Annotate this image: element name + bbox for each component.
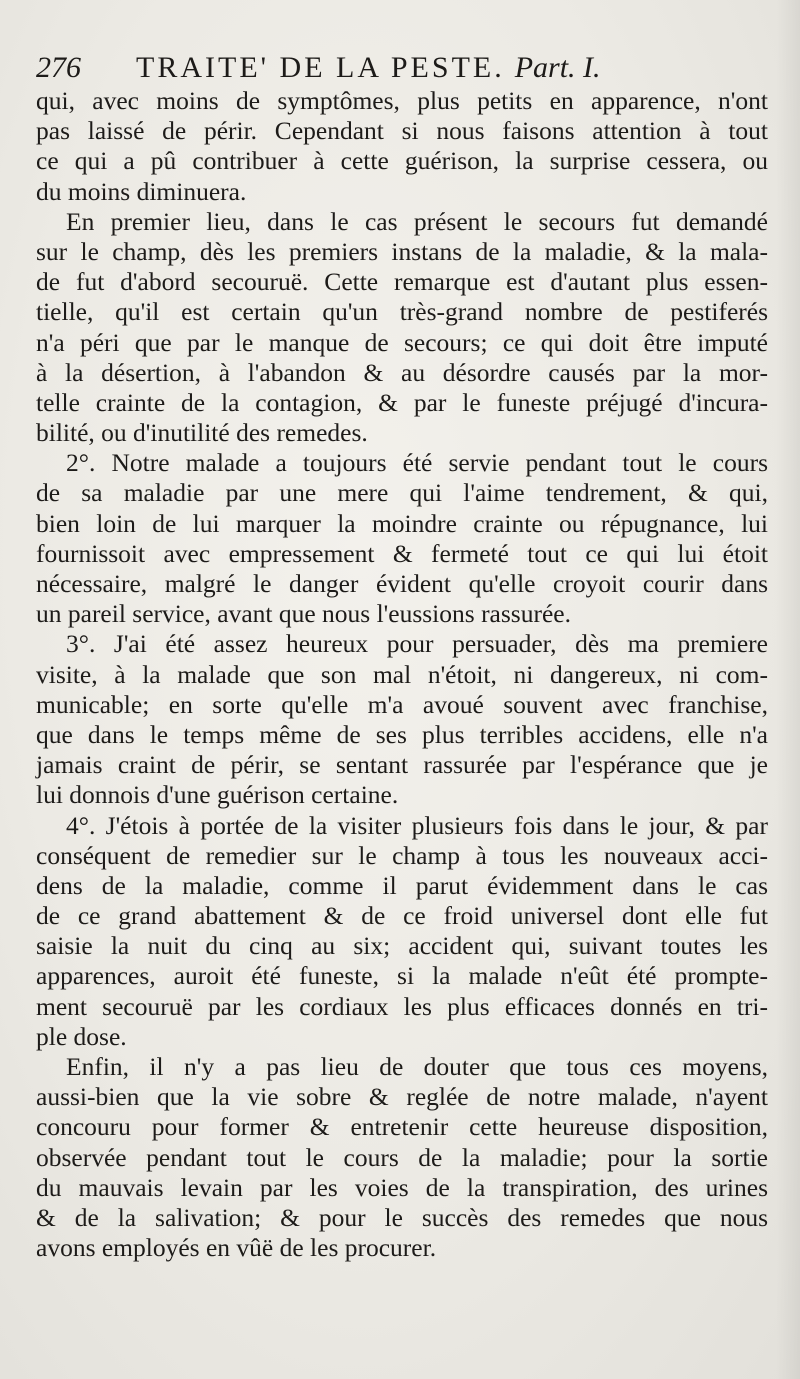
running-title: TRAITE' DE LA PESTE. bbox=[136, 51, 505, 84]
text-line: lui donnois d'une guérison certaine. bbox=[36, 780, 399, 810]
paragraph bbox=[36, 448, 768, 629]
part-label: Part. I. bbox=[514, 51, 601, 84]
text-line: visite, à la malade que son mal n'étoit, ni dangereux, ni com- bbox=[36, 659, 768, 689]
text-line: telle crainte de la contagion, & par le funeste préjugé d'incura- bbox=[36, 387, 768, 417]
text-line: qui, avec moins de symptômes, plus petits en apparence, n'ont bbox=[36, 86, 768, 115]
text-line: bien loin de lui marquer la moindre crainte ou répugnance, lui bbox=[36, 508, 768, 538]
text-line: ce qui a pû contribuer à cette guérison, la surprise cessera, ou bbox=[36, 146, 768, 176]
text-line: concouru pour former & entretenir cette heureuse disposition, bbox=[36, 1112, 768, 1142]
text-line: saisie la nuit du cinq au six; accident qui, suivant toutes les bbox=[36, 931, 768, 961]
text-line: En premier lieu, dans le cas présent le secours fut demandé bbox=[66, 206, 768, 236]
text-line: aussi-bien que la vie sobre & reglée de notre malade, n'ayent bbox=[36, 1082, 768, 1112]
text-line: jamais craint de périr, se sentant rassurée par l'espérance que je bbox=[36, 750, 768, 780]
text-line: 4°. J'étois à portée de la visiter plusieurs fois dans le jour, & par bbox=[66, 810, 768, 840]
page-header bbox=[36, 48, 766, 88]
text-line: du moins diminuera. bbox=[36, 176, 247, 206]
text-line: tielle, qu'il est certain qu'un très-grand nombre de pestiferés bbox=[36, 297, 768, 327]
paragraph bbox=[36, 86, 768, 207]
paragraph bbox=[36, 629, 768, 810]
text-line: 2°. Notre malade a toujours été servie pendant tout le cours bbox=[66, 448, 768, 478]
text-line: dens de la maladie, comme il parut évidemment dans le cas bbox=[36, 870, 768, 900]
text-line: apparences, auroit été funeste, si la malade n'eût été prompte- bbox=[36, 961, 768, 991]
text-line: sur le champ, dès les premiers instans de la maladie, & la mala- bbox=[36, 236, 768, 266]
text-line: 3°. J'ai été assez heureux pour persuader, dès ma premiere bbox=[66, 629, 768, 659]
page-number: 276 bbox=[36, 51, 81, 84]
text-line: nécessaire, malgré le danger évident qu'elle croyoit courir dans bbox=[36, 569, 768, 598]
text-line: Enfin, il n'y a pas lieu de douter que tous ces moyens, bbox=[66, 1052, 768, 1081]
text-line: de ce grand abattement & de ce froid universel dont elle fut bbox=[36, 901, 768, 931]
text-line: & de la salivation; & pour le succès des remedes que nous bbox=[36, 1202, 768, 1232]
paragraph bbox=[36, 811, 768, 1053]
text-line: observée pendant tout le cours de la maladie; pour la sortie bbox=[36, 1142, 768, 1172]
text-line: ment secouruë par les cordiaux les plus efficaces donnés en tri- bbox=[36, 991, 768, 1021]
text-line: ple dose. bbox=[36, 1021, 127, 1051]
text-line: avons employés en vûë de les procurer. bbox=[36, 1233, 437, 1263]
text-line: de fut d'abord secouruë. Cette remarque est d'autant plus essen- bbox=[36, 267, 768, 297]
text-line: conséquent de remedier sur le champ à tous les nouveaux acci- bbox=[36, 840, 768, 870]
body-text bbox=[36, 86, 768, 1263]
text-line: de sa maladie par une mere qui l'aime tendrement, & qui, bbox=[36, 478, 768, 508]
text-line: fournissoit avec empressement & fermeté tout ce qui lui étoit bbox=[36, 538, 768, 568]
text-line: à la désertion, à l'abandon & au désordre causés par la mor- bbox=[36, 357, 768, 387]
text-line: du mauvais levain par les voies de la transpiration, des urines bbox=[36, 1172, 768, 1202]
paragraph bbox=[36, 207, 768, 449]
text-line: un pareil service, avant que nous l'eussions rassurée. bbox=[36, 599, 571, 629]
text-line: que dans le temps même de ses plus terribles accidens, elle n'a bbox=[36, 719, 768, 749]
paragraph bbox=[36, 1052, 768, 1263]
text-line: bilité, ou d'inutilité des remedes. bbox=[36, 418, 368, 448]
text-line: n'a péri que par le manque de secours; ce qui doit être imputé bbox=[36, 327, 768, 357]
text-line: pas laissé de périr. Cependant si nous faisons attention à tout bbox=[36, 116, 768, 146]
text-line: municable; en sorte qu'elle m'a avoué souvent avec franchise, bbox=[36, 689, 768, 719]
